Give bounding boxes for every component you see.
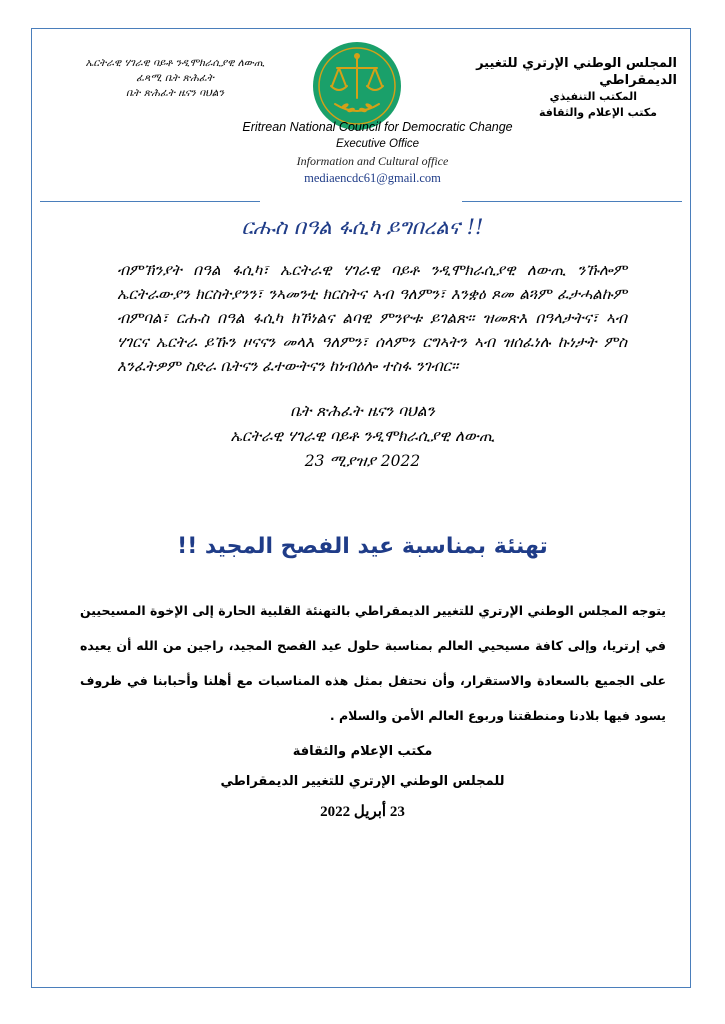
header-tigrinya-line-1: ኤርትራዊ ሃገራዊ ባይቶ ንዲሞክራሲያዊ ለውጢ (85, 57, 265, 69)
department-name-english: Information and Cultural office (296, 154, 449, 168)
tigrinya-signature-date: 23 ሚያዝያ 2022 (304, 452, 421, 470)
arabic-signature-office: مكتب الإعلام والثقافة (292, 744, 433, 759)
header-arabic-line-2: المكتب التنفيذي (549, 90, 637, 103)
header-divider-right (462, 201, 682, 202)
header-english-block (0, 119, 725, 187)
arabic-signature-council: للمجلس الوطني الإرتري للتغيير الديمقراطي (220, 774, 505, 789)
header-arabic-line-3: مكتب الإعلام والثقافة (538, 106, 657, 119)
tigrinya-greeting-title: ርሑስ በዓል ፋሲካ ይግበረልና !! (241, 215, 484, 239)
header-divider-left (40, 201, 260, 202)
header-tigrinya-line-2: ፈጻሚ ቤት ጽሕፈት (136, 72, 214, 84)
tigrinya-signature-council: ኤርትራዊ ሃገራዊ ባይቶ ንዲሞክራሲያዊ ለውጢ (230, 427, 495, 445)
tigrinya-signature (0, 399, 725, 474)
office-name-english: Executive Office (335, 138, 420, 150)
contact-email[interactable]: mediaencdc61@gmail.com (304, 171, 441, 185)
arabic-signature (0, 737, 725, 827)
header-tigrinya-block (60, 56, 290, 101)
header-tigrinya-line-3: ቤት ጽሕፈት ዜናን ባህልን (126, 87, 224, 99)
arabic-signature-date: 23 أبريل 2022 (320, 804, 405, 820)
tigrinya-message-body: ብምኽንያት በዓል ፋሲካ፣ ኤርትራዊ ሃገራዊ ባይቶ ንዲሞክራሲያዊ ለውጢ ንኹሎም ኤርትራውያን ክርስትያንን፣ ንኣመንቲ ክርስትና ኣብ ዓለምን፣ እንቋዕ ጾመ ልጓም ፈታሓልኩም ብምባል፣ ርሑስ በዓል ፋሲካ ክኾነልና ልባዊ ምንዮቱ ይገልጽ። ዝመጽእ በዓላታትና፣ ኣብ ሃገርና ኤርትራ ይኹን ዞናናን መላእ ዓለምን፣ ሰላምን ርግኣትን ኣብ ዝሰፈነሉ ኩነታት ምስ እንፈትዎም ስድራ ቤትናን ፈተውትናን ከነብዕሎ ተስፋ ንገብር። (117, 261, 627, 375)
header-arabic-block (437, 55, 677, 121)
arabic-greeting-title: تهنئة بمناسبة عيد الفصح المجيد !! (177, 534, 548, 559)
tigrinya-signature-office: ቤት ጽሕፈት ዜናን ባህልን (290, 402, 435, 420)
header-arabic-line-1: المجلس الوطني الإرتري للتغيير الديمقراطي (476, 56, 677, 88)
council-name-english: Eritrean National Council for Democratic Change (242, 120, 513, 134)
arabic-message-body: يتوجه المجلس الوطني الإرتري للتغيير الديمقراطي بالتهنئة القلبية الحارة إلى الإخوة المسيحيين في إرتريا، وإلى كافة مسيحيي العالم بمناسبة حلول عيد الفصح المجيد، راجين من الله أن يعيده على الجميع بالسعادة والاستقرار، وأن نحتفل بمثل هذه المناسبات مع أهلنا وأحبابنا في ظروف يسود فيها بلادنا ومنطقتنا وربوع العالم الأمن والسلام . (80, 603, 666, 723)
